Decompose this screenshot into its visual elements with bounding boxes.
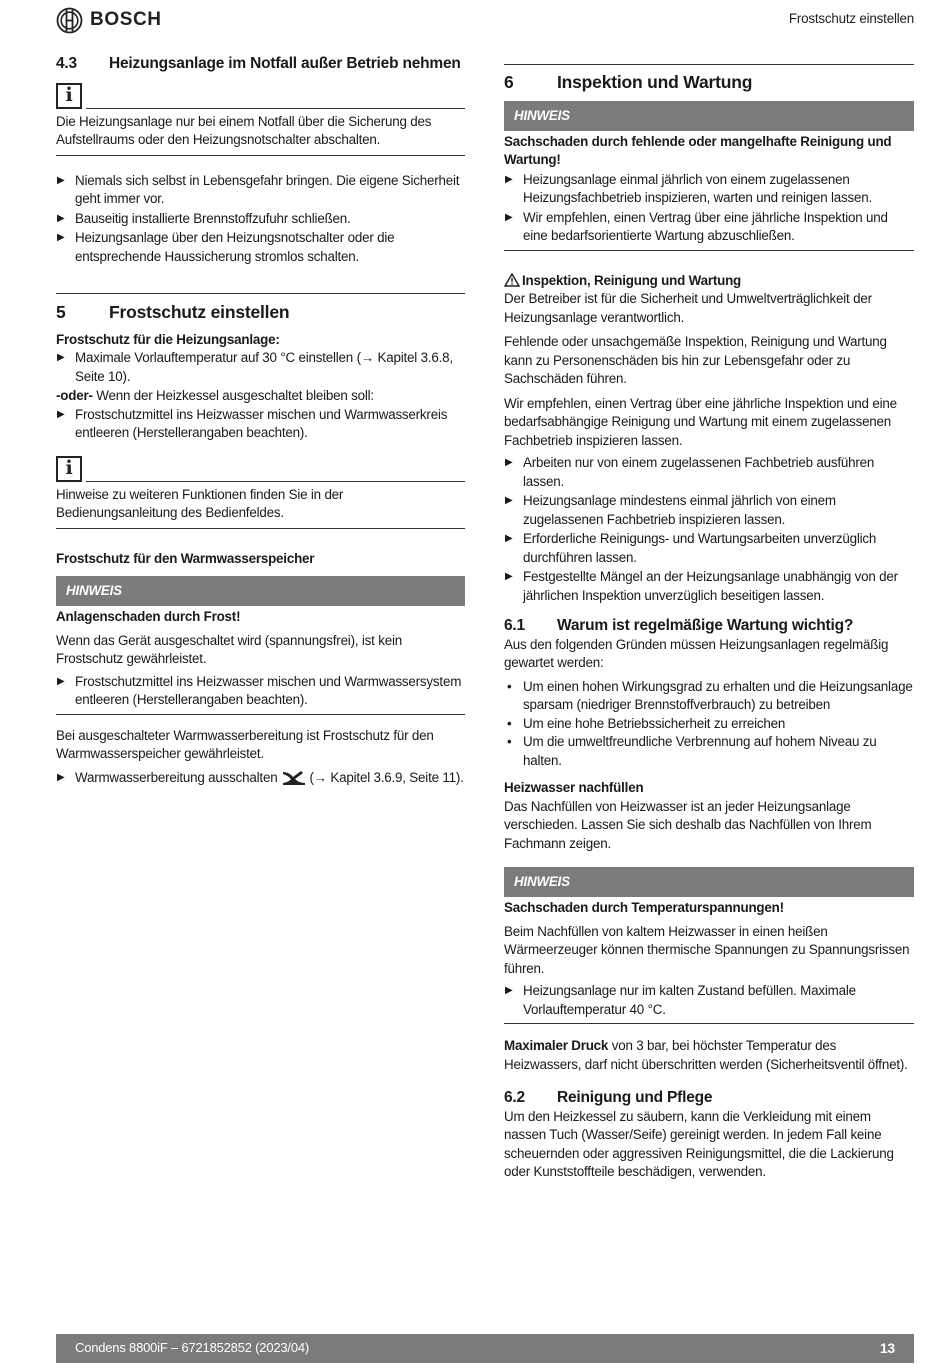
list-item: ▶ Erforderliche Reinigungs- und Wartungsarbeiten unverzüglich durchführen lassen. [505, 531, 877, 565]
page-number: 13 [879, 1340, 895, 1357]
paragraph: Das Nachfüllen von Heizwasser ist an jeder Heizungsanlage verschieden. Lassen Sie sich deshalb das Nachfüllen von Ihrem Fachmann zeigen. [504, 798, 872, 851]
divider [86, 480, 465, 482]
hint-bar: HINWEIS [504, 867, 914, 897]
info-icon: i [56, 456, 82, 482]
warning-triangle-icon [504, 273, 520, 287]
section-title: Heizungsanlage im Notfall außer Betrieb nehmen [109, 55, 461, 72]
bullet-list [504, 171, 914, 250]
brand-name: BOSCH [90, 9, 162, 31]
section-title: Frostschutz einstellen [109, 302, 290, 322]
section-title: Warum ist regelmäßige Wartung wichtig? [557, 617, 854, 634]
bullet-list [504, 678, 914, 771]
bullet-list [56, 172, 465, 267]
list-item: ▶ Wir empfehlen, einen Vertrag über eine jährliche Inspektion und eine bedarfsorientierte Wartung abzuschließen. [505, 209, 888, 243]
oder-line: -oder- Wenn der Heizkessel ausgeschaltet bleiben soll: [56, 388, 374, 403]
list-item: • Um die umweltfreundliche Verbrennung auf hohem Niveau zu halten. [507, 734, 877, 768]
list-item: ▶ Festgestellte Mängel an der Heizungsanlage unabhängig von der jährlichen Inspektion unverzüglich beseitigen lassen. [505, 569, 898, 603]
divider [504, 1023, 914, 1024]
list-item: ▶ Niemals sich selbst in Lebensgefahr bringen. Die eigene Sicherheit geht immer vor. [57, 172, 460, 206]
paragraph: Fehlende oder unsachgemäße Inspektion, Reinigung und Wartung kann zu Personenschäden bis hin zur Lebensgefahr oder zu Sachschäden führen. [504, 334, 887, 386]
list-item: ▶ Warmwasserbereitung ausschalten (→ Kapitel 3.6.9, Seite 11). [57, 769, 464, 785]
hot-water-tap-icon [281, 769, 307, 785]
section-title: Inspektion und Wartung [557, 72, 753, 92]
footer-doc-id: Condens 8800iF – 6721852852 (2023/04) [75, 1340, 310, 1356]
list-item: ▶ Heizungsanlage über den Heizungsnotschalter oder die entsprechende Haussicherung stromlos schalten. [57, 230, 395, 264]
warning-heading: Inspektion, Reinigung und Wartung [504, 272, 914, 291]
bullet-list [504, 454, 914, 605]
footer-bar [56, 1334, 914, 1363]
divider [56, 528, 465, 529]
list-item: ▶ Heizungsanlage mindestens einmal jährlich von einem zugelassenen Fachbetrieb inspizieren lassen. [505, 493, 836, 527]
list-item: ▶ Bauseitig installierte Brennstoffzufuhr schließen. [57, 210, 351, 226]
info-icon: i [56, 83, 82, 109]
subheading: Frostschutz für den Warmwasserspeicher [56, 550, 315, 566]
bullet-list [56, 406, 465, 443]
list-item: • Um einen hohen Wirkungsgrad zu erhalten und die Heizungsanlage sparsam (niedriger Brennstoffverbrauch) zu betreiben [507, 678, 913, 712]
bullet-list [56, 673, 465, 714]
paragraph: Um den Heizkessel zu säubern, kann die Verkleidung mit einem nassen Tuch (Wasser/Seife) gereinigt werden. In jedem Fall keine scheuernden oder aggressiven Reinigungsmittel, die die Lackierung oder Kunststoffteile beschädigen, verwenden. [504, 1108, 894, 1179]
left-column [56, 55, 465, 788]
hint-title: Sachschaden durch fehlende oder mangelhafte Reinigung und Wartung! [504, 133, 892, 167]
paragraph: Wir empfehlen, einen Vertrag über eine jährliche Inspektion und eine bedarfsabhängige Reinigung und Wartung mit einem zugelassenen Fachbetrieb inspizieren lassen. [504, 395, 897, 448]
hint-text: Beim Nachfüllen von kaltem Heizwasser in einen heißen Wärmeerzeuger können thermische Spannungen zu Spannungsrissen führen. [504, 923, 910, 976]
section-number: 6.2 [504, 1089, 525, 1106]
right-column [504, 64, 914, 1182]
divider [56, 714, 465, 715]
list-item: ▶ Arbeiten nur von einem zugelassenen Fachbetrieb ausführen lassen. [505, 455, 875, 489]
list-item: ▶ Heizungsanlage einmal jährlich von einem zugelassenen Heizungsfachbetrieb inspizieren, warten und reinigen lassen. [505, 171, 873, 205]
hint-text: Wenn das Gerät ausgeschaltet wird (spannungsfrei), ist kein Frostschutz gewährleistet. [56, 632, 402, 666]
header-section-title: Frostschutz einstellen [788, 11, 914, 26]
bosch-armature-icon [56, 7, 83, 34]
section-5-heading [56, 303, 465, 322]
info-box [56, 456, 465, 482]
paragraph: Bei ausgeschalteter Warmwasserbereitung ist Frostschutz für den Warmwasserspeicher gewährleistet. [56, 727, 434, 761]
list-item: ▶ Heizungsanlage nur im kalten Zustand befüllen. Maximale Vorlauftemperatur 40 °C. [505, 983, 856, 1017]
list-item: ▶ Maximale Vorlauftemperatur auf 30 °C einstellen (→ Kapitel 3.6.8, Seite 10). [57, 350, 453, 384]
section-4-3-heading [56, 55, 465, 74]
bullet-list [56, 769, 465, 788]
section-6-2-heading [504, 1089, 914, 1108]
divider [56, 155, 465, 156]
info-box [56, 83, 465, 109]
list-item: ▶ Frostschutzmittel ins Heizwasser mischen und Warmwassersystem entleeren (Herstellerangaben beachten). [57, 673, 462, 707]
section-5 [56, 293, 465, 322]
info-text: Hinweise zu weiteren Funktionen finden Sie in der Bedienungsanleitung des Bedienfeldes. [56, 486, 344, 520]
paragraph: Der Betreiber ist für die Sicherheit und Umweltverträglichkeit der Heizungsanlage verantwortlich. [504, 291, 872, 325]
hint-title: Sachschaden durch Temperaturspannungen! [504, 900, 784, 915]
list-item: ▶ Frostschutzmittel ins Heizwasser mischen und Warmwasserkreis entleeren (Herstellerangaben beachten). [57, 406, 448, 440]
paragraph: Aus den folgenden Gründen müssen Heizungsanlagen regelmäßig gewartet werden: [504, 636, 889, 670]
bullet-list [504, 982, 914, 1023]
divider [504, 250, 914, 251]
subheading: Heizwasser nachfüllen [504, 780, 644, 795]
info-text: Die Heizungsanlage nur bei einem Notfall über die Sicherung des Aufstellraums oder den Heizungsnotschalter abschalten. [56, 113, 432, 147]
brand-logo [56, 7, 162, 34]
section-6-1-heading [504, 617, 914, 636]
divider [86, 107, 465, 109]
hint-title: Anlagenschaden durch Frost! [56, 609, 241, 624]
section-6 [504, 64, 914, 92]
section-number: 5 [56, 302, 66, 322]
paragraph: Maximaler Druck von 3 bar, bei höchster Temperatur des Heizwassers, darf nicht überschritten werden (Sicherheitsventil öffnet). [504, 1038, 908, 1072]
hint-bar: HINWEIS [56, 576, 465, 606]
section-6-heading [504, 73, 914, 92]
section-number: 6 [504, 72, 514, 92]
list-item: • Um eine hohe Betriebssicherheit zu erreichen [507, 715, 786, 731]
subheading: Frostschutz für die Heizungsanlage: [56, 331, 280, 347]
section-title: Reinigung und Pflege [557, 1089, 713, 1106]
section-number: 6.1 [504, 617, 525, 634]
bullet-list [56, 349, 465, 386]
hint-bar: HINWEIS [504, 101, 914, 131]
section-number: 4.3 [56, 55, 77, 72]
